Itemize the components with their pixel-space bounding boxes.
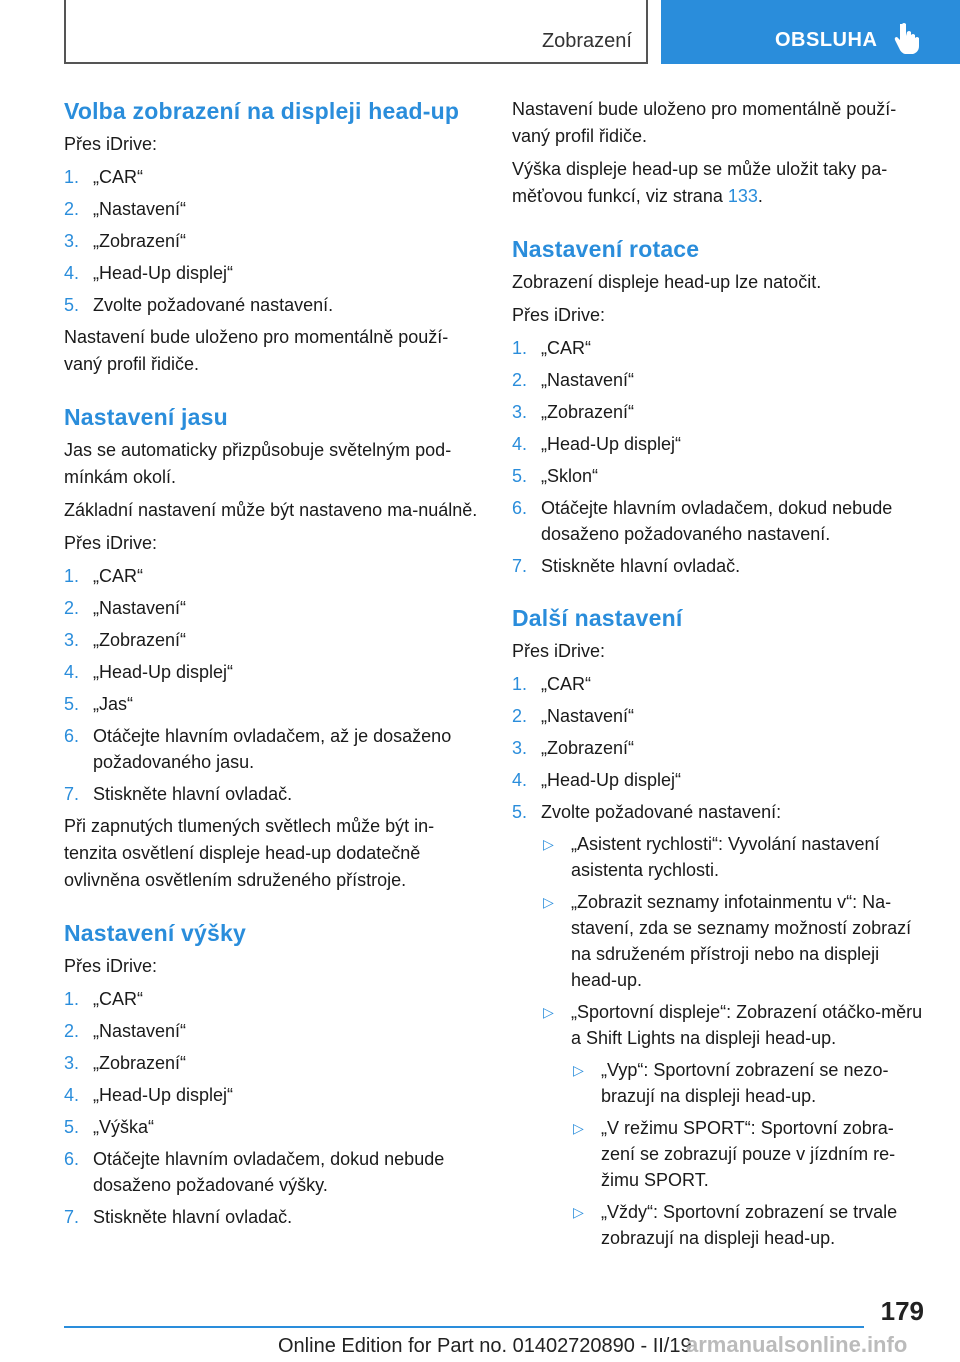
list-item: 5. „Jas“ — [64, 694, 133, 714]
page-number: 179 — [880, 1296, 924, 1326]
edition-text: Online Edition for Part no. 01402720890 - II/19 — [278, 1335, 692, 1357]
list-item: 1. „CAR“ — [512, 338, 591, 358]
list-item: 6. Otáčejte hlavním ovladačem, až je dosaženo požadovaného jasu. — [64, 726, 452, 772]
list-item: 3. „Zobrazení“ — [64, 630, 187, 650]
dimmed-lights-note: Při zapnutých tlumených světlech může být in-tenzita osvětlení displeje head-up dodatečně ovlivněna osvětlením sdruženého přístroje. — [64, 816, 435, 890]
list-item: 3. „Zobrazení“ — [64, 1053, 187, 1073]
footer-divider — [64, 1326, 864, 1328]
list-item: 7. Stiskněte hlavní ovladač. — [512, 556, 741, 576]
steps-height — [64, 986, 478, 1230]
list-item: 7. Stiskněte hlavní ovladač. — [64, 1207, 293, 1227]
right-column — [512, 96, 926, 1257]
steps-more-settings — [512, 671, 926, 1251]
list-item: 1. „CAR“ — [512, 674, 591, 694]
list-item: 2. „Nastavení“ — [64, 598, 187, 618]
triangle-bullet-icon: ▷ — [543, 894, 554, 910]
idrive-intro: Přes iDrive: — [512, 305, 606, 325]
list-item: 4. „Head-Up displej“ — [64, 1085, 234, 1105]
list-item: 3. „Zobrazení“ — [64, 231, 187, 251]
brightness-manual-text: Základní nastavení může být nastaveno ma-nuálně. — [64, 500, 478, 520]
section-title-view-selection: Volba zobrazení na displeji head-up — [64, 98, 460, 124]
options-list — [541, 831, 926, 1251]
sport-options-list — [571, 1057, 926, 1251]
option-item: ▷ „V režimu SPORT“: Sportovní zobra-zení se zobrazují pouze v jízdním re-žimu SPORT. — [571, 1115, 926, 1193]
idrive-intro: Přes iDrive: — [512, 641, 606, 661]
list-item: 4. „Head-Up displej“ — [64, 263, 234, 283]
section-title-rotation: Nastavení rotace — [512, 236, 700, 262]
header-section-box — [64, 0, 648, 64]
left-column — [64, 96, 478, 1236]
triangle-bullet-icon: ▷ — [573, 1204, 584, 1220]
list-item: 5. „Výška“ — [64, 1117, 155, 1137]
steps-rotation — [512, 335, 926, 579]
list-item: 7. Stiskněte hlavní ovladač. — [64, 784, 293, 804]
header-chapter-tab — [661, 0, 960, 64]
rotation-text: Zobrazení displeje head-up lze natočit. — [512, 272, 822, 292]
idrive-intro: Přes iDrive: — [64, 533, 158, 553]
option-item: ▷ „Vždy“: Sportovní zobrazení se trvale zobrazují na displeji head-up. — [571, 1199, 926, 1251]
list-item: 2. „Nastavení“ — [512, 370, 635, 390]
section-title-more-settings: Další nastavení — [512, 605, 683, 631]
option-item: ▷ „Vyp“: Sportovní zobrazení se nezo-brazují na displeji head-up. — [571, 1057, 926, 1109]
option-item: ▷ „Sportovní displeje“: Zobrazení otáčko-měru a Shift Lights na displeji head-up. ▷ „Vyp“: Sportovní zobrazení se nezo-brazují na displeji head-up. ▷ „V režimu SPORT“: Sportovní zobra-zení se zobrazují pouze v jízdním re-žimu SPORT. ▷ „Vždy“: Sportovní zobrazení se trvale zobrazují na displeji head-up. — [541, 999, 926, 1251]
steps-brightness — [64, 563, 478, 807]
list-item: 6. Otáčejte hlavním ovladačem, dokud nebude dosaženo požadovaného nastavení. — [512, 498, 893, 544]
idrive-intro: Přes iDrive: — [64, 134, 158, 154]
idrive-intro: Přes iDrive: — [64, 956, 158, 976]
triangle-bullet-icon: ▷ — [543, 1004, 554, 1020]
list-item: 2. „Nastavení“ — [64, 199, 187, 219]
memory-note: Výška displeje head-up se může uložit taky pa-měťovou funkcí, viz strana 133. — [512, 159, 888, 206]
triangle-bullet-icon: ▷ — [573, 1120, 584, 1136]
list-item: 5. Zvolte požadované nastavení. — [64, 295, 334, 315]
list-item: 3. „Zobrazení“ — [512, 738, 635, 758]
list-item: 1. „CAR“ — [64, 167, 143, 187]
brightness-auto-text: Jas se automaticky přizpůsobuje světelným pod-mínkám okolí. — [64, 440, 452, 487]
list-item: 4. „Head-Up displej“ — [512, 434, 682, 454]
page-link[interactable]: 133 — [727, 186, 758, 206]
option-item: ▷ „Asistent rychlosti“: Vyvolání nastavení asistenta rychlosti. — [541, 831, 926, 883]
option-item: ▷ „Zobrazit seznamy infotainmentu v“: Na-stavení, zda se seznamy možností zobrazí na sdruženém přístroji nebo na displeji head-up. — [541, 889, 926, 993]
section-title-brightness: Nastavení jasu — [64, 404, 228, 430]
list-item: 1. „CAR“ — [64, 989, 143, 1009]
triangle-bullet-icon: ▷ — [573, 1062, 584, 1078]
profile-note: Nastavení bude uloženo pro momentálně použí-vaný profil řidiče. — [64, 327, 449, 374]
list-item: 5. „Sklon“ — [512, 466, 599, 486]
list-item: 2. „Nastavení“ — [64, 1021, 187, 1041]
list-item: 1. „CAR“ — [64, 566, 143, 586]
section-title-height: Nastavení výšky — [64, 920, 247, 946]
list-item: 4. „Head-Up displej“ — [64, 662, 234, 682]
header-section-title: Zobrazení — [541, 30, 632, 52]
list-item: 6. Otáčejte hlavním ovladačem, dokud nebude dosaženo požadované výšky. — [64, 1149, 445, 1195]
list-item: 4. „Head-Up displej“ — [512, 770, 682, 790]
list-item: 2. „Nastavení“ — [512, 706, 635, 726]
list-item: 3. „Zobrazení“ — [512, 402, 635, 422]
header-chapter-label: OBSLUHA — [775, 29, 878, 51]
steps-view-selection — [64, 164, 478, 318]
list-item: 5. Zvolte požadované nastavení: ▷ „Asistent rychlosti“: Vyvolání nastavení asistenta rychlosti. ▷ „Zobrazit seznamy infotainmentu v“: Na-stavení, zda se seznamy možností zobrazí na sdruženém přístroji nebo na displeji head-up. ▷ „Sportovní displeje“: Zobrazení otáčko-měru a Shift Lights na displeji head-up. ▷ „Vyp“: Sportovní zobrazení se nezo-brazují na displeji head-up. ▷ „V režimu SPORT“: Sportovní zobra-zení se zobrazují pouze v jízdním re-žimu SPORT. ▷ „Vždy“: Sportovní zobrazení se trvale zobrazují na displeji head-up. — [512, 799, 926, 1251]
watermark: armanualsonline.info — [686, 1332, 908, 1357]
profile-note: Nastavení bude uloženo pro momentálně použí-vaný profil řidiče. — [512, 99, 897, 146]
hand-pointer-icon — [893, 22, 923, 54]
triangle-bullet-icon: ▷ — [543, 836, 554, 852]
